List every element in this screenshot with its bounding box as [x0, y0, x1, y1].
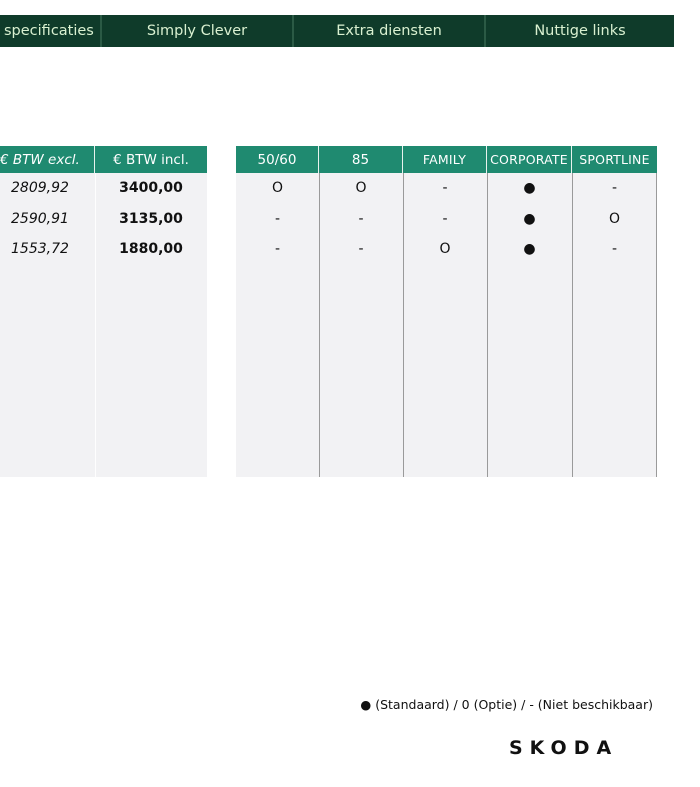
header-85: 85	[319, 146, 403, 173]
column-divider	[95, 173, 96, 477]
table-row	[0, 173, 207, 204]
table-row	[0, 234, 207, 265]
tab-nuttige-links[interactable]: Nuttige links	[486, 15, 674, 47]
price-excl-cell: 1553,72	[11, 241, 69, 258]
price-table	[0, 146, 207, 477]
table-row	[236, 173, 657, 204]
availability-cell: -	[611, 180, 618, 197]
availability-cell: O	[355, 180, 367, 197]
availability-cell: O	[439, 241, 451, 258]
header-family: FAMILY	[403, 146, 487, 173]
column-divider	[572, 173, 573, 477]
column-divider	[487, 173, 488, 477]
top-navigation	[0, 15, 674, 47]
column-divider	[656, 173, 657, 477]
header-50-60: 50/60	[236, 146, 319, 173]
version-table-header	[236, 146, 657, 173]
availability-cell: -	[274, 241, 281, 258]
availability-cell: ●	[523, 210, 536, 227]
availability-cell: -	[274, 210, 281, 227]
availability-cell: -	[442, 210, 448, 227]
availability-cell: -	[358, 241, 364, 258]
header-btw-incl: € BTW incl.	[95, 146, 207, 173]
price-incl-cell: 3400,00	[119, 180, 183, 197]
price-table-header	[0, 146, 207, 173]
price-excl-cell: 2590,91	[11, 210, 69, 227]
availability-cell: -	[358, 210, 364, 227]
tab-extra-diensten[interactable]: Extra diensten	[294, 15, 486, 47]
availability-cell: ●	[523, 180, 536, 197]
table-row	[236, 234, 657, 265]
table-row	[0, 204, 207, 235]
tab-simply-clever[interactable]: Simply Clever	[102, 15, 294, 47]
price-excl-cell: 2809,92	[11, 180, 69, 197]
version-table	[236, 146, 657, 477]
header-sportline: SPORTLINE	[572, 146, 657, 173]
price-incl-cell: 1880,00	[119, 241, 183, 258]
skoda-logo: SKODA	[509, 737, 619, 759]
table-row	[236, 204, 657, 235]
availability-cell: ●	[523, 241, 536, 258]
availability-cell: O	[271, 180, 284, 197]
tab-specificaties[interactable]: specificaties	[0, 15, 102, 47]
header-btw-excl: € BTW excl.	[0, 146, 95, 173]
availability-cell: -	[611, 241, 618, 258]
header-corporate: CORPORATE	[487, 146, 572, 173]
availability-legend: ● (Standaard) / 0 (Optie) / - (Niet beschikbaar)	[360, 697, 653, 712]
column-divider	[403, 173, 404, 477]
availability-cell: O	[608, 210, 621, 227]
price-incl-cell: 3135,00	[119, 210, 183, 227]
availability-cell: -	[442, 180, 448, 197]
column-divider	[319, 173, 320, 477]
